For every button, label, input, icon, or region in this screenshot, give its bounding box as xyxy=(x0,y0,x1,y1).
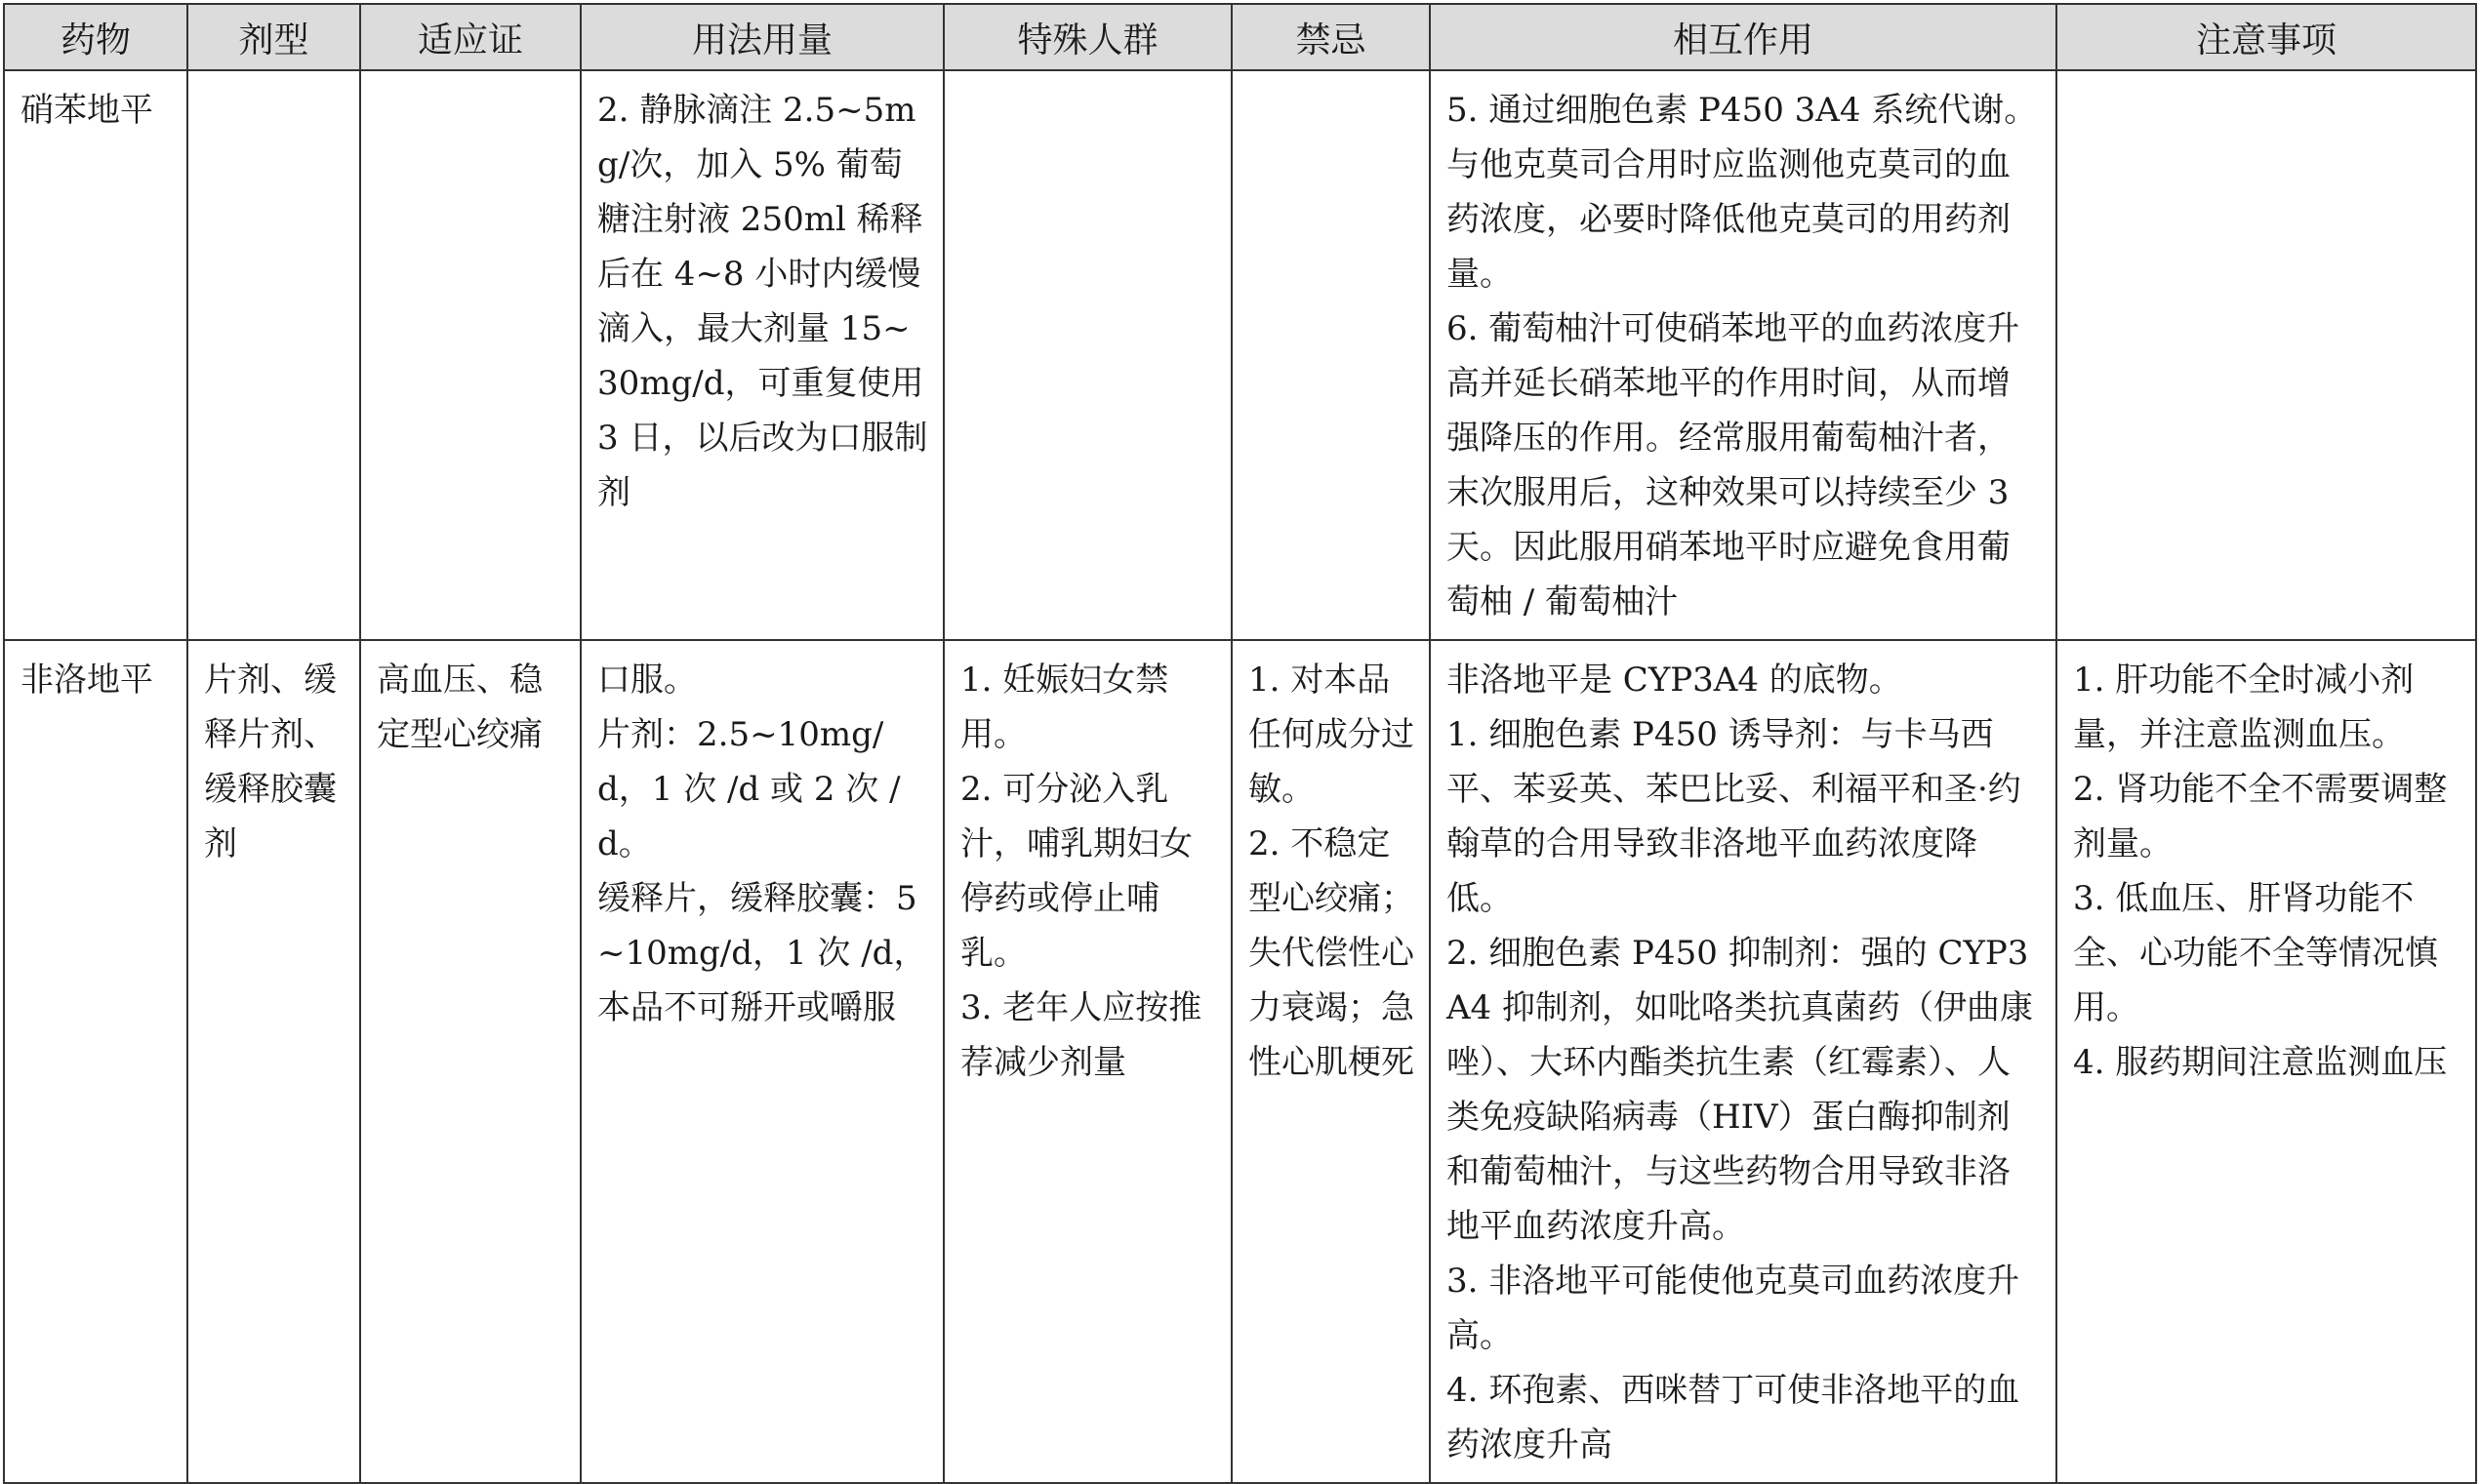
interaction-line: 非洛地平是 CYP3A4 的底物。 xyxy=(1446,661,1902,700)
indication-text: 高血压、稳定型心绞痛 xyxy=(377,661,543,754)
header-special-population: 特殊人群 xyxy=(944,4,1232,70)
header-contraindication: 禁忌 xyxy=(1232,4,1430,70)
header-row xyxy=(4,4,2476,70)
cell-contraindication xyxy=(1232,640,1430,1483)
header-drug: 药物 xyxy=(4,4,187,70)
cell-interaction xyxy=(1430,640,2056,1483)
contraindication-line: 2. 不稳定型心绞痛；失代偿性心力衰竭；急性心肌梗死 xyxy=(1248,824,1414,1082)
cell-contraindication xyxy=(1232,70,1430,640)
dosage-form-text: 片剂、缓释片剂、缓释胶囊剂 xyxy=(204,661,337,863)
header-usage: 用法用量 xyxy=(581,4,944,70)
interaction-line: 2. 细胞色素 P450 抑制剂：强的 CYP3A4 抑制剂，如吡咯类抗真菌药（伊曲康唑）、大环内酯类抗生素（红霉素）、人类免疫缺陷病毒（HIV）蛋白酶抑制剂和葡萄柚汁，与这些药物合用导致非洛地平血药浓度升高。 xyxy=(1446,934,2033,1246)
cell-drug xyxy=(4,70,187,640)
header-notes: 注意事项 xyxy=(2056,4,2476,70)
cell-dosage-form xyxy=(187,640,360,1483)
usage-line: 片剂：2.5~10mg/d，1 次 /d 或 2 次 /d。 xyxy=(597,715,901,863)
usage-line: 口服。 xyxy=(597,661,697,700)
cell-special-population xyxy=(944,640,1232,1483)
header-interaction: 相互作用 xyxy=(1430,4,2056,70)
header-indication: 适应证 xyxy=(360,4,581,70)
usage-line: 2. 静脉滴注 2.5~5mg/次，加入 5% 葡萄糖注射液 250ml 稀释后在 4~8 小时内缓慢滴入，最大剂量 15~30mg/d，可重复使用 3 日，以后改为口服制剂 xyxy=(597,91,928,512)
cell-indication xyxy=(360,640,581,1483)
notes-line: 3. 低血压、肝肾功能不全、心功能不全等情况慎用。 xyxy=(2073,879,2438,1027)
drug-info-table xyxy=(3,3,2477,1484)
cell-notes xyxy=(2056,640,2476,1483)
cell-usage xyxy=(581,70,944,640)
cell-notes xyxy=(2056,70,2476,640)
cell-drug xyxy=(4,640,187,1483)
contraindication-line: 1. 对本品任何成分过敏。 xyxy=(1248,661,1414,809)
table-row xyxy=(4,70,2476,640)
cell-special-population xyxy=(944,70,1232,640)
interaction-line: 6. 葡萄柚汁可使硝苯地平的血药浓度升高并延长硝苯地平的作用时间，从而增强降压的作用。经常服用葡萄柚汁者，末次服用后，这种效果可以持续至少 3 天。因此服用硝苯地平时应避免食用葡萄柚 / 葡萄柚汁 xyxy=(1446,309,2020,622)
header-dosage-form: 剂型 xyxy=(187,4,360,70)
interaction-line: 1. 细胞色素 P450 诱导剂：与卡马西平、苯妥英、苯巴比妥、利福平和圣·约翰草的合用导致非洛地平血药浓度降低。 xyxy=(1446,715,2021,918)
interaction-line: 3. 非洛地平可能使他克莫司血药浓度升高。 xyxy=(1446,1262,2020,1355)
interaction-line: 5. 通过细胞色素 P450 3A4 系统代谢。与他克莫司合用时应监测他克莫司的血药浓度，必要时降低他克莫司的用药剂量。 xyxy=(1446,91,2038,294)
drug-name: 硝苯地平 xyxy=(20,91,153,130)
table-row xyxy=(4,640,2476,1483)
cell-interaction xyxy=(1430,70,2056,640)
cell-dosage-form xyxy=(187,70,360,640)
cell-usage xyxy=(581,640,944,1483)
interaction-line: 4. 环孢素、西咪替丁可使非洛地平的血药浓度升高 xyxy=(1446,1371,2020,1464)
special-population-line: 2. 可分泌入乳汁，哺乳期妇女停药或停止哺乳。 xyxy=(960,770,1193,973)
notes-line: 4. 服药期间注意监测血压 xyxy=(2073,1043,2448,1082)
usage-line: 缓释片，缓释胶囊：5~10mg/d，1 次 /d，本品不可掰开或嚼服 xyxy=(597,879,927,1027)
notes-line: 2. 肾功能不全不需要调整剂量。 xyxy=(2073,770,2448,863)
special-population-line: 1. 妊娠妇女禁用。 xyxy=(960,661,1169,754)
drug-name: 非洛地平 xyxy=(20,661,153,700)
special-population-line: 3. 老年人应按推荐减少剂量 xyxy=(960,988,1202,1082)
notes-line: 1. 肝功能不全时减小剂量，并注意监测血压。 xyxy=(2073,661,2415,754)
cell-indication xyxy=(360,70,581,640)
